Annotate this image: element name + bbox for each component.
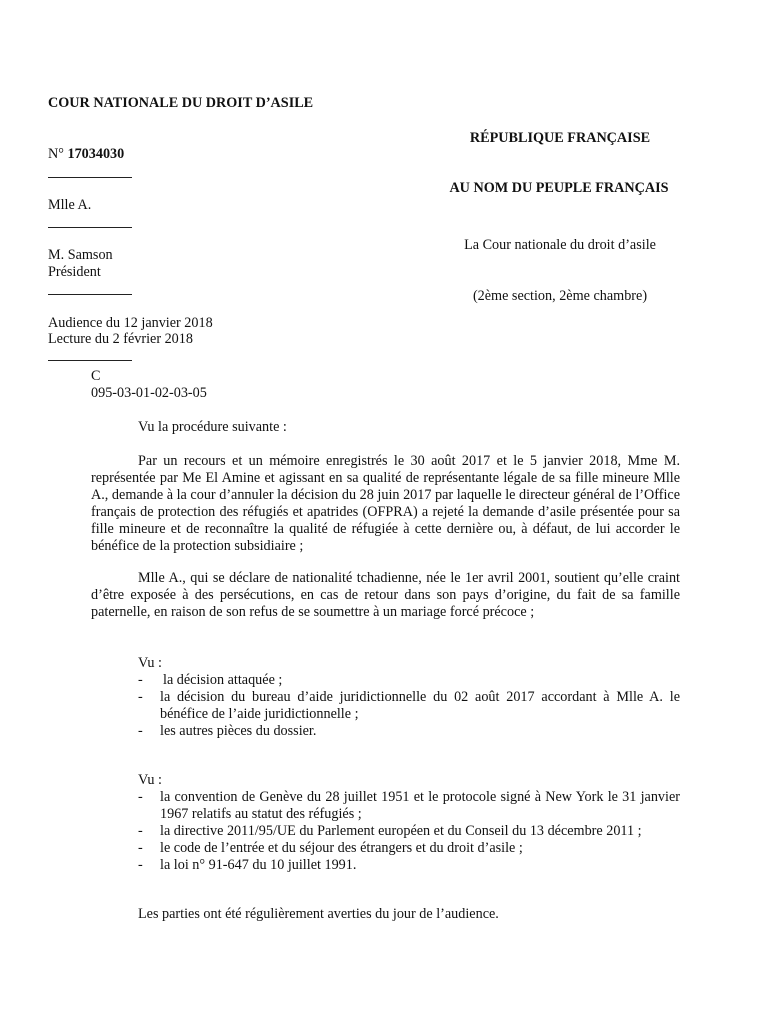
list-item — [138, 857, 680, 874]
dash-marker: - — [138, 840, 143, 856]
dash-marker: - — [138, 857, 143, 873]
party-name: Mlle A. — [48, 197, 92, 213]
divider — [48, 227, 132, 228]
list-item — [138, 689, 680, 723]
vu-list-1 — [138, 672, 680, 740]
dash-marker: - — [138, 723, 143, 739]
paragraph-1-text: Par un recours et un mémoire enregistrés le 30 août 2017 et le 5 janvier 2018, Mme M. représentée par Me El Amine et agissant en sa qualité de représentante légale de sa fille mineure Mlle A., demande à la cour d’annuler la décision du 28 juin 2017 par laquelle le directeur général de l’Office français de protection des réfugiés et apatrides (OFPRA) a rejeté la demande d’asile présentée pour sa fille mineure et de reconnaître la qualité de réfugiée à cette dernière ou, à défaut, de lui accorder le bénéfice de la protection subsidiaire ; — [91, 453, 680, 554]
vu-procedure: Vu la procédure suivante : — [138, 419, 287, 435]
divider — [48, 177, 132, 178]
closing-line: Les parties ont été régulièrement averties du jour de l’audience. — [138, 906, 499, 922]
divider — [48, 294, 132, 295]
list-item-text: la décision attaquée ; — [163, 672, 283, 688]
divider — [48, 360, 132, 361]
vu-list-2 — [138, 789, 680, 874]
vu-label-2: Vu : — [138, 772, 162, 788]
vu-label-1: Vu : — [138, 655, 162, 671]
section-line: (2ème section, 2ème chambre) — [472, 288, 648, 304]
list-item-text: la décision du bureau d’aide juridictionnelle du 02 août 2017 accordant à Mlle A. le bénéfice de l’aide juridictionnelle ; — [160, 689, 680, 722]
dash-marker: - — [138, 672, 143, 688]
list-item — [138, 723, 680, 740]
list-item — [138, 823, 680, 840]
list-item-text: la directive 2011/95/UE du Parlement européen et du Conseil du 13 décembre 2011 ; — [160, 823, 642, 839]
paragraph-2 — [91, 570, 680, 621]
republic-heading: RÉPUBLIQUE FRANÇAISE — [469, 130, 651, 146]
paragraph-2-text: Mlle A., qui se déclare de nationalité tchadienne, née le 1er avril 2001, soutient qu’elle craint d’être exposée à des persécutions, en cas de retour dans son pays d’origine, du fait de sa famille paternelle, en raison de son refus de se soumettre à un mariage forcé précoce ; — [91, 570, 680, 620]
au-nom-heading: AU NOM DU PEUPLE FRANÇAIS — [449, 180, 669, 196]
dash-marker: - — [138, 689, 143, 705]
dash-marker: - — [138, 823, 143, 839]
list-item-text: les autres pièces du dossier. — [160, 723, 317, 739]
court-line: La Cour nationale du droit d’asile — [464, 237, 656, 253]
list-item-text: la loi n° 91-647 du 10 juillet 1991. — [160, 857, 357, 873]
lecture-date: Lecture du 2 février 2018 — [48, 331, 193, 347]
code-number: 095-03-01-02-03-05 — [91, 385, 207, 401]
president-name: M. Samson — [48, 247, 113, 263]
case-number-value: 17034030 — [67, 146, 125, 162]
list-item — [138, 672, 680, 689]
case-number — [48, 146, 124, 163]
list-item — [138, 840, 680, 857]
case-number-prefix: N° — [48, 146, 68, 162]
audience-date: Audience du 12 janvier 2018 — [48, 315, 213, 331]
code-letter: C — [91, 368, 101, 384]
list-item — [138, 789, 680, 823]
paragraph-1 — [91, 453, 680, 555]
court-name-heading: COUR NATIONALE DU DROIT D’ASILE — [48, 95, 314, 111]
list-item-text: le code de l’entrée et du séjour des étrangers et du droit d’asile ; — [160, 840, 523, 856]
president-title: Président — [48, 264, 101, 280]
dash-marker: - — [138, 789, 143, 805]
list-item-text: la convention de Genève du 28 juillet 1951 et le protocole signé à New York le 31 janvier 1967 relatifs au statut des réfugiés ; — [160, 789, 680, 822]
